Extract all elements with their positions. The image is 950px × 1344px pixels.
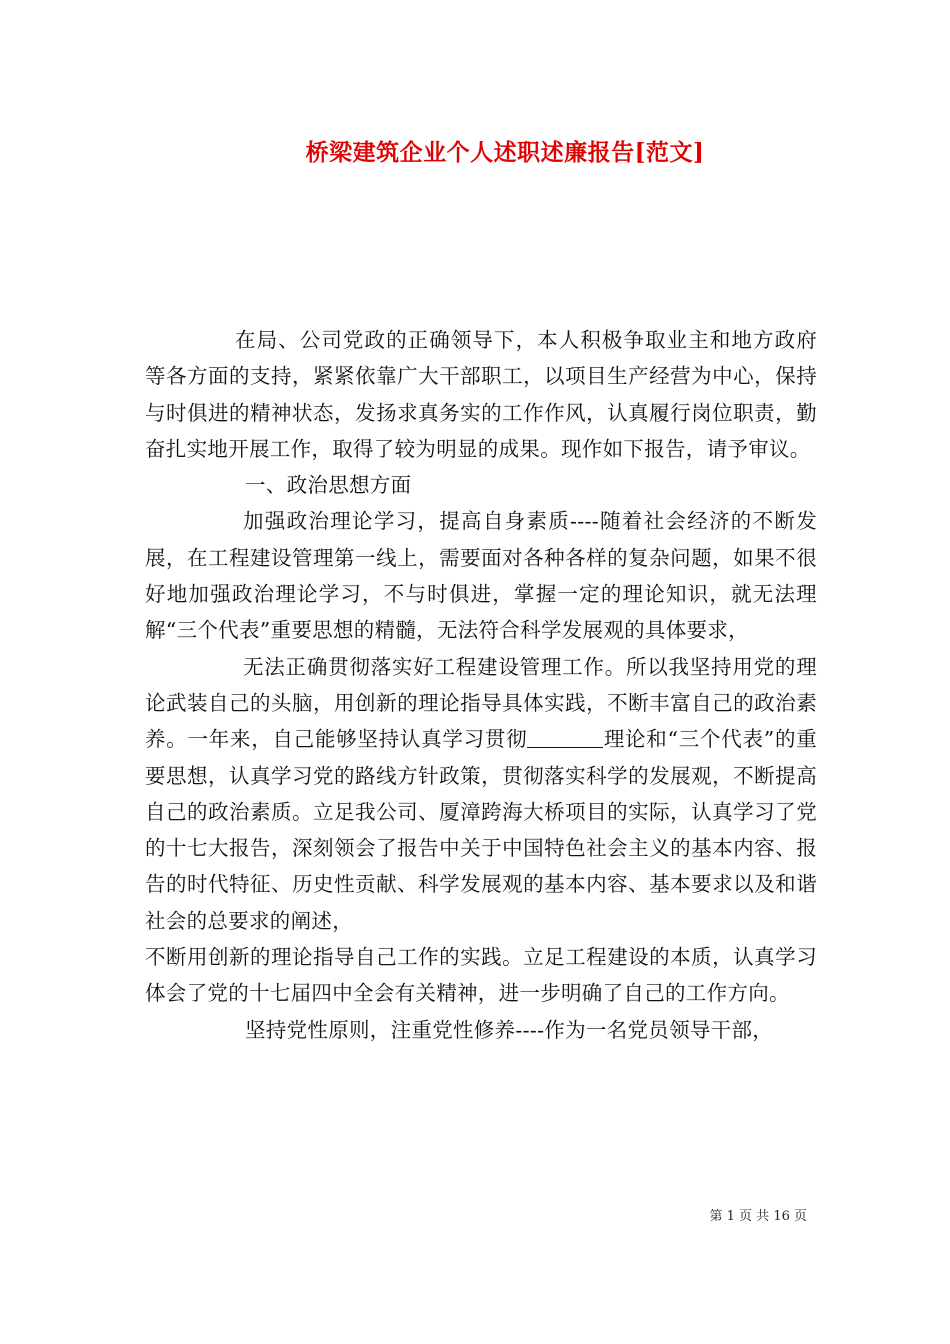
document-body	[145, 322, 817, 1048]
paragraph-political-study: 加强政治理论学习，提高自身素质----随着社会经济的不断发展，在工程建设管理第一线上，需要面对各种各样的复杂问题，如果不很好地加强政治理论学习，不与时俱进，掌握一定的理论知识，就无法理解“三个代表”重要思想的精髓，无法符合科学发展观的具体要求，	[145, 509, 817, 643]
section-heading: 一、政治思想方面	[245, 473, 412, 498]
intro-paragraph: 在局、公司党政的正确领导下，本人积极争取业主和地方政府等各方面的支持，紧紧依靠广大干部职工，以项目生产经营为中心，保持与时俱进的精神状态，发扬求真务实的工作作风，认真履行岗位职责，勤奋扎实地开展工作，取得了较为明显的成果。现作如下报告，请予审议。	[145, 328, 817, 461]
document-title: 桥梁建筑企业个人述职述廉报告[范文]	[305, 139, 705, 166]
paragraph-text-after-blank: 理论和“三个代表”的重要思想，认真学习党的路线方针政策，贯彻落实科学的发展观，不断提高自己的政治素质。立足我公司、厦漳跨海大桥项目的实际，认真学习了党的十七大报告，深刻领会了报告中关于中国特色社会主义的基本内容、报告的时代特征、历史性贡献、科学发展观的基本内容、基本要求以及和谐社会的总要求的阐述，	[145, 727, 818, 933]
paragraph-implementation	[145, 649, 817, 939]
paragraph-continuation: 不断用创新的理论指导自己工作的实践。立足工程建设的本质，认真学习体会了党的十七届四中全会有关精神，进一步明确了自己的工作方向。	[145, 945, 817, 1006]
blank-underline	[527, 727, 603, 749]
paragraph-party-principle: 坚持党性原则，注重党性修养----作为一名党员领导干部，	[245, 1017, 774, 1042]
page-number: 第 1 页 共 16 页	[709, 1209, 807, 1224]
paragraph-text-before-blank: 无法正确贯彻落实好工程建设管理工作。所以我坚持用党的理论武装自己的头脑，用创新的理论指导具体实践，不断丰富自己的政治素养。一年来，自己能够坚持认真学习贯彻	[145, 654, 817, 752]
